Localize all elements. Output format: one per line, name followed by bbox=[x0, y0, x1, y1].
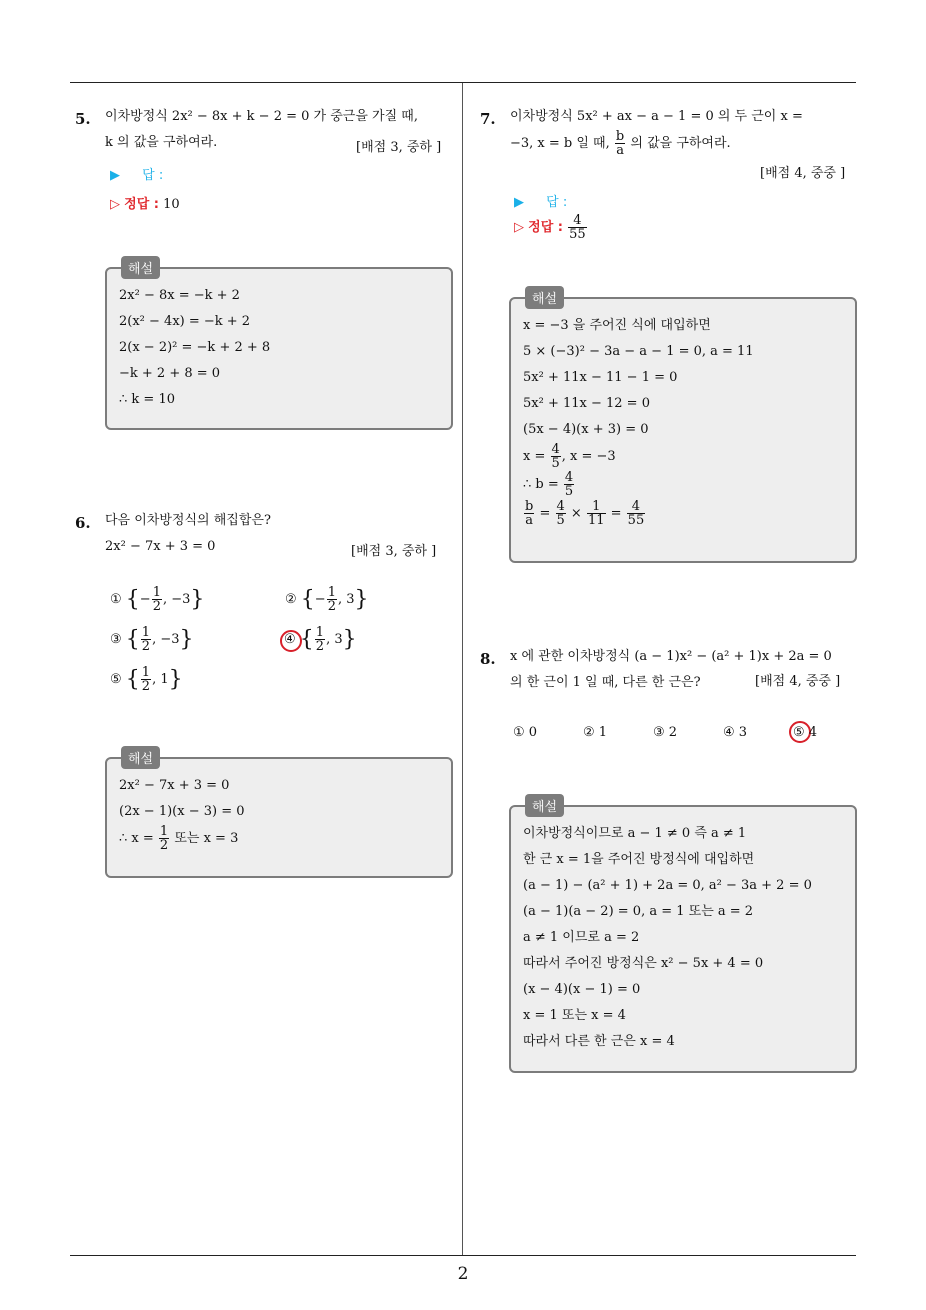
q7-answer-line bbox=[514, 191, 567, 210]
q8-sol-line: 한 근 x = 1을 주어진 방정식에 대입하면 bbox=[523, 852, 755, 867]
q7-line2: −3, x = b 일 때, $\frac{b}{a}$ 의 값을 구하여라. bbox=[510, 129, 731, 158]
q8-meta: [배점 4, 중중 ] bbox=[755, 674, 841, 689]
q8-line2: 의 한 근이 1 일 때, 다른 한 근은? bbox=[510, 675, 701, 690]
q7-sol-line: x = $\frac{4}{5}$ , x = −3 bbox=[523, 442, 616, 471]
q5-answer-label: 답 : bbox=[142, 168, 164, 183]
solution-tag: 해설 bbox=[121, 256, 160, 279]
q5-answer-line bbox=[110, 164, 163, 183]
q7-number: 7. bbox=[480, 110, 496, 128]
top-rule bbox=[70, 82, 856, 83]
q6-line1: 다음 이차방정식의 해집합은? bbox=[105, 513, 271, 528]
q6-number: 6. bbox=[75, 514, 91, 532]
q7-sol-line: 5 × (−3)² − 3a − a − 1 = 0, a = 11 bbox=[523, 344, 754, 359]
solution-tag: 해설 bbox=[525, 286, 564, 309]
q5-number: 5. bbox=[75, 110, 91, 128]
q7-sol-line: $\frac{b}{a}$ = $\frac{4}{5}$ × $\frac{1}{11}$ = $\frac{4}{55}$ bbox=[525, 499, 645, 528]
q5-sol-line: 2(x² − 4x) = −k + 2 bbox=[119, 314, 251, 329]
q8-sol-line: (a − 1)(a − 2) = 0, a = 1 또는 a = 2 bbox=[523, 904, 754, 919]
q8-sol-line: (x − 4)(x − 1) = 0 bbox=[523, 982, 641, 997]
q7-answer-label: 답 : bbox=[546, 195, 568, 210]
q6-solution-box bbox=[105, 752, 453, 878]
q8-choice-5[interactable]: ⑤ 4 bbox=[793, 725, 818, 740]
q7-solution-box bbox=[509, 292, 857, 563]
q7-correct-value: $\frac{4}{55}$ bbox=[569, 213, 586, 242]
q5-correct-line bbox=[110, 193, 180, 212]
play-icon: ▶ bbox=[514, 195, 524, 210]
outline-play-icon: ▷ bbox=[514, 220, 524, 235]
solution-tag: 해설 bbox=[121, 746, 160, 769]
q8-choice-4[interactable]: ④ 3 bbox=[723, 725, 748, 740]
q8-choice-2[interactable]: ② 1 bbox=[583, 725, 608, 740]
q7-sol-line: 5x² + 11x − 11 − 1 = 0 bbox=[523, 370, 678, 385]
q8-choice-3[interactable]: ③ 2 bbox=[653, 725, 678, 740]
q8-sol-line: 이차방정식이므로 a − 1 ≠ 0 즉 a ≠ 1 bbox=[523, 826, 747, 841]
q5-sol-line: 2(x − 2)² = −k + 2 + 8 bbox=[119, 340, 271, 355]
q8-sol-line: 따라서 다른 한 근은 x = 4 bbox=[523, 1034, 675, 1049]
q6-line2: 2x² − 7x + 3 = 0 bbox=[105, 539, 216, 554]
q6-sol-line: ∴ x = $\frac{1}{2}$ 또는 x = 3 bbox=[119, 824, 239, 853]
q8-sol-line: (a − 1) − (a² + 1) + 2a = 0, a² − 3a + 2 = 0 bbox=[523, 878, 812, 893]
solution-tag: 해설 bbox=[525, 794, 564, 817]
q6-choice-1[interactable]: ① {− $\frac{1}{2}$ , −3} bbox=[110, 585, 205, 614]
q6-choice-5[interactable]: ⑤ { $\frac{1}{2}$ , 1} bbox=[110, 665, 183, 694]
q5-line1: 이차방정식 2x² − 8x + k − 2 = 0 가 중근을 가질 때, bbox=[105, 109, 418, 124]
q6-sol-line: 2x² − 7x + 3 = 0 bbox=[119, 778, 230, 793]
q7-sol-line: 5x² + 11x − 12 = 0 bbox=[523, 396, 650, 411]
q8-solution-box bbox=[509, 800, 857, 1073]
q7-line1: 이차방정식 5x² + ax − a − 1 = 0 의 두 근이 x = bbox=[510, 109, 803, 124]
q7-text bbox=[510, 104, 860, 157]
q6-meta: [배점 3, 중하 ] bbox=[351, 544, 437, 559]
q6-sol-line: (2x − 1)(x − 3) = 0 bbox=[119, 804, 245, 819]
q5-sol-line: −k + 2 + 8 = 0 bbox=[119, 366, 221, 381]
q8-sol-line: 따라서 주어진 방정식은 x² − 5x + 4 = 0 bbox=[523, 956, 764, 971]
page-number: 2 bbox=[457, 1264, 469, 1284]
q8-line1: x 에 관한 이차방정식 (a − 1)x² − (a² + 1)x + 2a = 0 bbox=[510, 649, 832, 664]
q8-sol-line: a ≠ 1 이므로 a = 2 bbox=[523, 930, 640, 945]
column-divider bbox=[462, 83, 463, 1255]
q5-correct-value: 10 bbox=[163, 197, 180, 212]
q8-sol-line: x = 1 또는 x = 4 bbox=[523, 1008, 626, 1023]
q7-sol-line: x = −3 을 주어진 식에 대입하면 bbox=[523, 318, 711, 333]
bottom-rule bbox=[70, 1255, 856, 1256]
q5-sol-line: ∴ k = 10 bbox=[119, 392, 175, 407]
q7-meta: [배점 4, 중중 ] bbox=[760, 166, 846, 181]
q7-sol-line: ∴ b = $\frac{4}{5}$ bbox=[523, 470, 574, 499]
q5-sol-line: 2x² − 8x = −k + 2 bbox=[119, 288, 240, 303]
q6-choice-3[interactable]: ③ { $\frac{1}{2}$ , −3} bbox=[110, 625, 194, 654]
play-icon: ▶ bbox=[110, 168, 120, 183]
q7-correct-label: 정답 : bbox=[528, 220, 563, 235]
q5-solution-box bbox=[105, 262, 453, 430]
q5-line2: k 의 값을 구하여라. bbox=[105, 135, 218, 150]
q6-choice-2[interactable]: ② {− $\frac{1}{2}$ , 3} bbox=[285, 585, 369, 614]
q8-number: 8. bbox=[480, 650, 496, 668]
q7-correct-line bbox=[514, 214, 588, 241]
q7-sol-line: (5x − 4)(x + 3) = 0 bbox=[523, 422, 649, 437]
q6-choice-4[interactable]: ④ { $\frac{1}{2}$ , 3} bbox=[284, 625, 357, 654]
q5-meta: [배점 3, 중하 ] bbox=[356, 140, 442, 155]
q5-correct-label: 정답 : bbox=[124, 197, 159, 212]
outline-play-icon: ▷ bbox=[110, 197, 120, 212]
q8-choice-1[interactable]: ① 0 bbox=[513, 725, 538, 740]
